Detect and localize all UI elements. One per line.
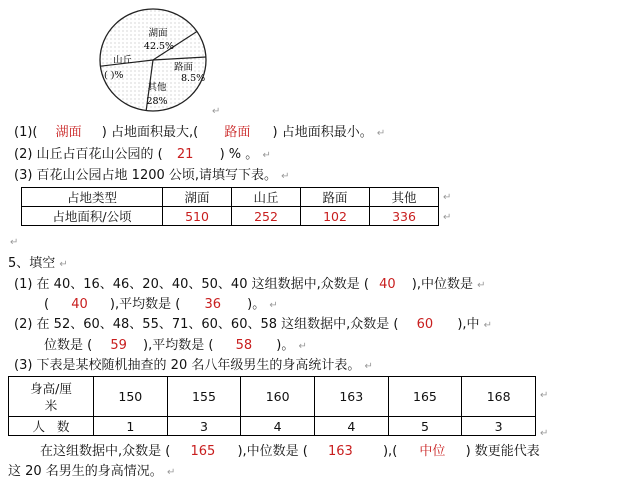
height-cell: 155 xyxy=(167,377,241,417)
answer-mode-2: 60 xyxy=(416,317,434,332)
answer-median-1: 40 xyxy=(71,297,88,312)
count-cell: 5 xyxy=(388,417,462,436)
table-cell: 510 xyxy=(163,207,232,226)
pie-pct-qi: 28% xyxy=(146,96,168,107)
fill-3: (3) 下表是某校随机抽查的 20 名八年级男生的身高统计表。 ↵ xyxy=(14,358,373,373)
table-header-cell: 占地类型 xyxy=(22,188,163,207)
count-cell: 4 xyxy=(241,417,315,436)
count-header: 人 数 xyxy=(9,417,94,436)
answer-mean-1: 36 xyxy=(204,297,222,312)
fill-2-line-1: (2) 在 52、60、48、55、71、60、60、58 这组数据中,众数是 ( 60 ),中 ↵ xyxy=(14,317,493,332)
height-cell: 163 xyxy=(314,377,388,417)
height-table xyxy=(8,376,536,436)
count-cell: 3 xyxy=(462,417,536,436)
count-cell: 1 xyxy=(94,417,168,436)
question-2: (2) 山丘占百花山公园的 ( 21 ) % 。 ↵ xyxy=(14,147,271,162)
count-cell: 4 xyxy=(314,417,388,436)
answer-largest: 湖面 xyxy=(55,125,82,140)
paragraph-mark: ↵ xyxy=(212,106,221,117)
height-cell: 165 xyxy=(388,377,462,417)
answer-smallest: 路面 xyxy=(224,125,251,140)
question-3: (3) 百花山公园占地 1200 公顷,请填写下表。 ↵ xyxy=(14,168,290,183)
fill-1-line-1: (1) 在 40、16、46、20、40、50、40 这组数据中,众数是 ( 40 ),中位数是 ↵ xyxy=(14,277,486,292)
pie-pct-lu: 8.5% xyxy=(181,73,206,84)
height-cell: 160 xyxy=(241,377,315,417)
table-row-label: 占地面积/公顷 xyxy=(22,207,163,226)
question-1: (1)( 湖面 ) 占地面积最大,( 路面 ) 占地面积最小。 ↵ xyxy=(14,125,386,140)
count-cell: 3 xyxy=(167,417,241,436)
answer-shanqiu-percent: 21 xyxy=(176,147,194,162)
answer-median-3: 163 xyxy=(328,444,353,459)
table-header-cell: 其他 xyxy=(370,188,439,207)
pie-pct-hu: 42.5% xyxy=(143,41,175,52)
pie-label-shan: 山丘 xyxy=(113,55,133,66)
fill-1-line-2: ( 40 ),平均数是 ( 36 )。 ↵ xyxy=(44,297,278,312)
table-header-cell: 山丘 xyxy=(232,188,301,207)
fill-4-line-1: 在这组数据中,众数是 ( 165 ),中位数是 ( 163 ),( 中位 ) 数更能代表 xyxy=(40,444,540,459)
height-header: 身高/厘 米 xyxy=(9,377,94,417)
table-cell: 102 xyxy=(301,207,370,226)
fill-4-line-2: 这 20 名男生的身高情况。 ↵ xyxy=(8,464,176,479)
answer-mean-2: 58 xyxy=(235,338,253,353)
table-cell: 336 xyxy=(370,207,439,226)
land-area-table xyxy=(21,187,439,226)
answer-representative: 中位 xyxy=(419,444,446,459)
pie-pct-shan: ( )% xyxy=(104,70,124,81)
height-cell: 150 xyxy=(94,377,168,417)
table-header-cell: 路面 xyxy=(301,188,370,207)
pie-label-hu: 湖面 xyxy=(148,28,168,39)
pie-label-qi: 其他 xyxy=(147,82,167,93)
answer-median-2: 59 xyxy=(110,338,127,353)
pie-chart xyxy=(98,6,210,114)
fill-2-line-2: 位数是 ( 59 ),平均数是 ( 58 )。 ↵ xyxy=(44,338,307,353)
section-5-title: 5、填空 ↵ xyxy=(8,256,68,271)
answer-mode-1: 40 xyxy=(379,277,396,292)
height-cell: 168 xyxy=(462,377,536,417)
table-cell: 252 xyxy=(232,207,301,226)
pie-label-lu: 路面 xyxy=(174,62,194,73)
answer-mode-3: 165 xyxy=(190,444,216,459)
table-header-cell: 湖面 xyxy=(163,188,232,207)
